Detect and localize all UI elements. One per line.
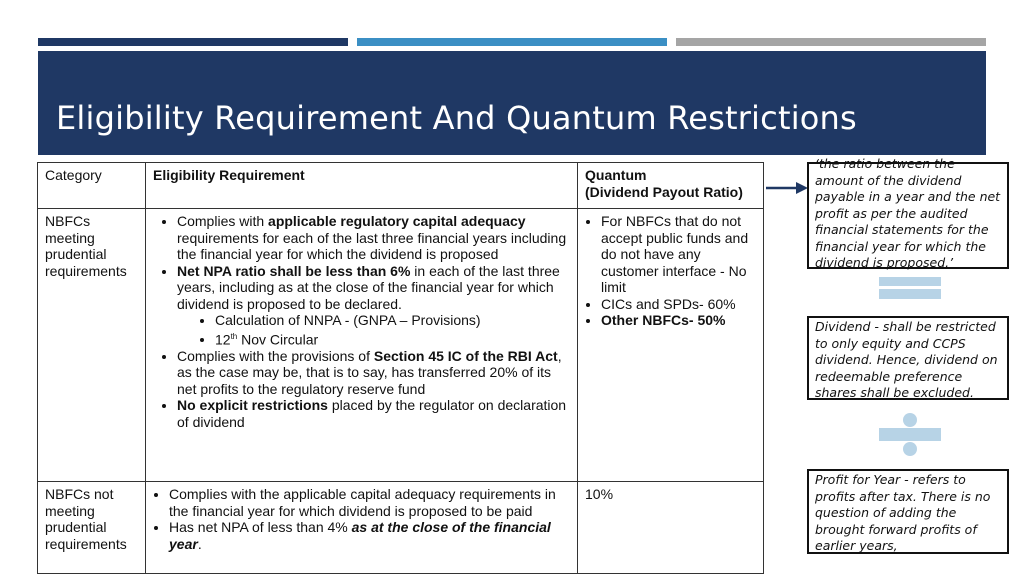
dividend-note: Dividend - shall be restricted to only equity and CCPS dividend. Hence, dividend on redeemable preference shares shall be excluded. bbox=[807, 316, 1009, 400]
row1-category: NBFCs meeting prudential requirements bbox=[38, 209, 146, 482]
accent-bar-3 bbox=[676, 38, 986, 46]
table-row bbox=[38, 482, 764, 574]
list-item: • Complies with applicable regulatory capital adequacy requirements for each of the last three financial years including the financial year for which the dividend is proposed bbox=[177, 213, 571, 263]
accent-bar-2 bbox=[357, 38, 667, 46]
table-row bbox=[38, 209, 764, 482]
sub-list-item: • Calculation of NNPA - (GNPA – Provisions) bbox=[215, 312, 571, 329]
row1-quantum-list bbox=[585, 213, 757, 329]
list-item: • For NBFCs that do not accept public funds and do not have any customer interface - No limit bbox=[601, 213, 757, 296]
list-item: • Complies with the applicable capital adequacy requirements in the financial year for which dividend is proposed to be paid bbox=[169, 486, 571, 519]
row1-eligibility bbox=[146, 209, 578, 482]
plus-icon bbox=[879, 413, 941, 456]
header-quantum bbox=[578, 163, 764, 209]
row2-eligibility bbox=[146, 482, 578, 574]
list-item: • No explicit restrictions placed by the regulator on declaration of dividend bbox=[177, 397, 571, 430]
list-item: • CICs and SPDs- 60% bbox=[601, 296, 757, 313]
title-band bbox=[38, 51, 986, 155]
header-eligibility: Eligibility Requirement bbox=[146, 163, 578, 209]
row2-quantum: 10% bbox=[578, 482, 764, 574]
row1-quantum bbox=[578, 209, 764, 482]
table-header-row bbox=[38, 163, 764, 209]
list-item: • Net NPA ratio shall be less than 6% in each of the last three years, including as at the close of the financial year for which dividend is proposed to be declared. • Calculation of NNPA - (GNPA – Provisions) • 12th Nov Circular bbox=[177, 263, 571, 348]
header-quantum-line2: (Dividend Payout Ratio) bbox=[585, 183, 743, 200]
row2-category: NBFCs not meeting prudential requirements bbox=[38, 482, 146, 574]
sub-list-item: • 12th Nov Circular bbox=[215, 329, 571, 348]
list-item: • Complies with the provisions of Section 45 IC of the RBI Act, as the case may be, that is to say, has transferred 20% of its net profits to the regulatory reserve fund bbox=[177, 348, 571, 398]
accent-bar-1 bbox=[38, 38, 348, 46]
list-item: • Has net NPA of less than 4% as at the close of the financial year. bbox=[169, 519, 571, 552]
row1-eligibility-list bbox=[153, 213, 571, 430]
arrow-right-icon bbox=[766, 180, 808, 196]
row2-eligibility-list bbox=[153, 486, 571, 552]
definition-note-text: ‘the ratio between the amount of the dividend payable in a year and the net profit as per the audited financial statements for the financial year for which the dividend is proposed.’ bbox=[815, 156, 1001, 270]
profit-note: Profit for Year - refers to profits after tax. There is no question of adding the brought forward profits of earlier years, bbox=[807, 469, 1009, 554]
equals-icon bbox=[879, 277, 941, 299]
header-category: Category bbox=[38, 163, 146, 209]
sub-list bbox=[177, 312, 571, 348]
definition-note bbox=[807, 156, 1009, 270]
list-item: • Other NBFCs- 50% bbox=[601, 312, 757, 329]
eligibility-table bbox=[37, 162, 764, 574]
header-quantum-line1: Quantum bbox=[585, 167, 647, 183]
slide-title: Eligibility Requirement And Quantum Restrictions bbox=[56, 99, 857, 137]
